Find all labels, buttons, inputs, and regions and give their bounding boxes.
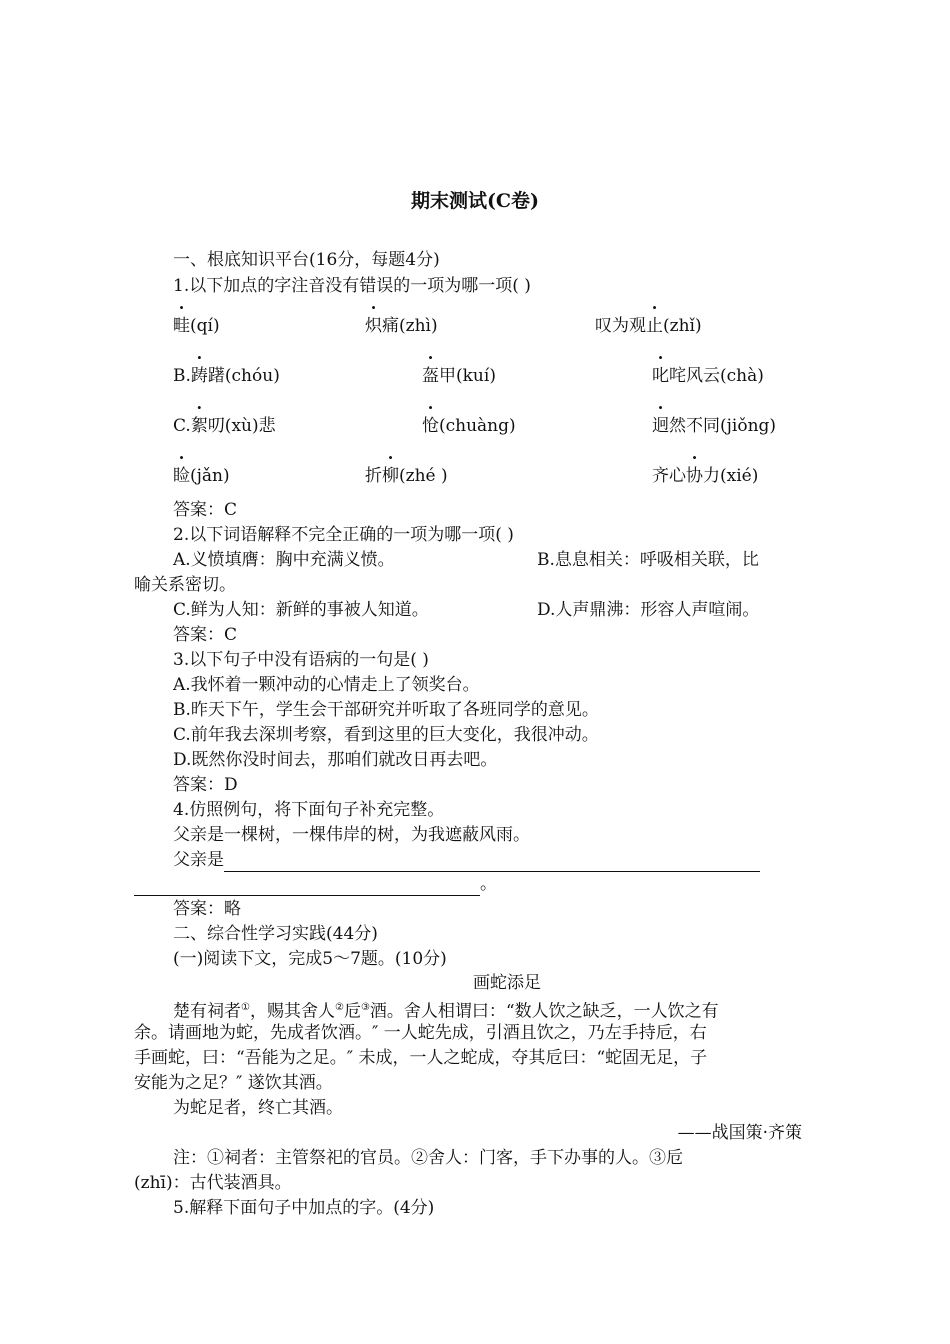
q1-option-c3: 迥然不同(jiǒng) <box>652 416 777 436</box>
passage-line-2: 余。请画地为蛇，先成者饮酒。″ 一人蛇先成，引酒且饮之，乃左手持卮，右 <box>134 1023 707 1043</box>
q1-stem: 1.以下加点的字注音没有错误的一项为哪一项( ) <box>173 276 531 296</box>
q1-option-d2: 折柳(zhé ) <box>365 466 448 486</box>
q3-option-a: A.我怀着一颗冲动的心情走上了领奖台。 <box>173 675 480 695</box>
q1-option-c2: 怆(chuàng) <box>422 416 516 436</box>
q2-option-c: C.鲜为人知：新鲜的事被人知道。 <box>173 600 429 620</box>
q2-answer: 答案：C <box>173 625 238 645</box>
q1-option-b3: 叱咤风云(chà) <box>652 366 764 386</box>
q5-stem: 5.解释下面句子中加点的字。(4分) <box>173 1198 435 1218</box>
section2-sub: (一)阅读下文，完成5～7题。(10分) <box>173 949 447 969</box>
q3-answer: 答案：D <box>173 775 238 795</box>
q2-option-d: D.人声鼎沸：形容人声喧闹。 <box>537 600 760 620</box>
q3-option-b: B.昨天下午，学生会干部研究并听取了各班同学的意见。 <box>173 700 599 720</box>
section1-heading: 一、根底知识平台(16分，每题4分) <box>173 250 440 270</box>
q4-blank-1[interactable] <box>224 853 760 872</box>
page-title: 期末测试(C卷) <box>410 190 540 212</box>
q4-blank-2[interactable] <box>134 877 480 896</box>
passage-note-2: (zhī)：古代装酒具。 <box>134 1173 292 1193</box>
q1-option-d1: 睑(jǎn) <box>173 466 230 486</box>
q3-stem: 3.以下句子中没有语病的一句是( ) <box>173 650 429 670</box>
q1-option-a2: 炽痛(zhì) <box>365 316 438 336</box>
q1-option-c1: C.絮叨(xù)悲 <box>173 416 276 436</box>
q2-option-a: A.义愤填膺：胸中充满义愤。 <box>173 550 395 570</box>
q4-example: 父亲是一棵树，一棵伟岸的树，为我遮蔽风雨。 <box>173 825 530 845</box>
section2-heading: 二、综合性学习实践(44分) <box>173 924 378 944</box>
q1-option-a1: 畦(qí) <box>173 316 220 336</box>
q3-option-d: D.既然你没时间去，那咱们就改日再去吧。 <box>173 750 498 770</box>
q1-option-b1: B.踌躇(chóu) <box>173 366 280 386</box>
passage-line-5: 为蛇足者，终亡其酒。 <box>173 1098 343 1118</box>
q1-option-b2: 盔甲(kuí) <box>422 366 496 386</box>
q3-option-c: C.前年我去深圳考察，看到这里的巨大变化，我很冲动。 <box>173 725 599 745</box>
passage-line-4: 安能为之足？″ 遂饮其酒。 <box>134 1073 333 1093</box>
q4-stem: 4.仿照例句，将下面句子补充完整。 <box>173 800 445 820</box>
passage-title: 画蛇添足 <box>473 973 541 993</box>
passage-line-3: 手画蛇，曰：“吾能为之足。″ 未成，一人之蛇成，夺其卮曰：“蛇固无足，子 <box>134 1048 708 1068</box>
q2-stem: 2.以下词语解释不完全正确的一项为哪一项( ) <box>173 525 514 545</box>
q1-answer: 答案：C <box>173 500 238 520</box>
q2-option-b-cont: 喻关系密切。 <box>134 575 236 595</box>
q4-answer: 答案：略 <box>173 899 241 919</box>
passage-note-1: 注：①祠者：主管祭祀的官员。②舍人：门客，手下办事的人。③卮 <box>173 1148 683 1168</box>
q1-option-a3: 叹为观止(zhǐ) <box>595 316 702 336</box>
q4-prompt-line: 父亲是 <box>173 848 760 872</box>
q1-option-d3: 齐心协力(xié) <box>652 466 759 486</box>
q4-blank-line-2: 。 <box>134 872 497 896</box>
passage-source: ——战国策·齐策 <box>677 1123 802 1143</box>
passage-line-1: 楚有祠者①，赐其舍人②卮③酒。舍人相谓曰：“数人饮之缺乏，一人饮之有 <box>173 1001 719 1022</box>
q2-option-b: B.息息相关：呼吸相关联，比 <box>537 550 759 570</box>
